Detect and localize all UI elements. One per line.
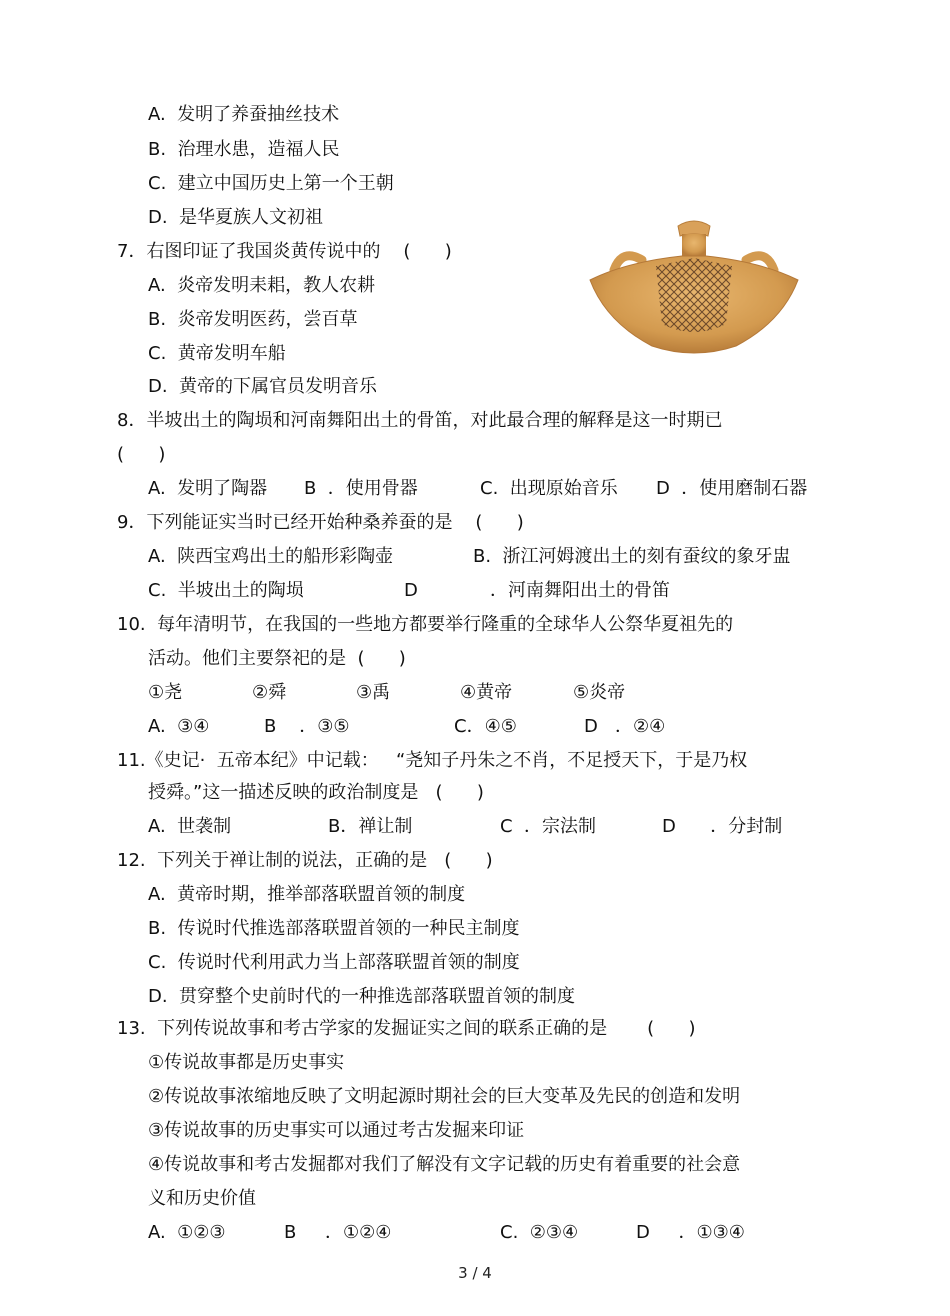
prev-option-c: C. 建立中国历史上第一个王朝 bbox=[148, 173, 394, 194]
q7-option-b: B. 炎帝发明医药，尝百草 bbox=[148, 309, 358, 330]
q13-option-a: A. ①②③ bbox=[148, 1222, 226, 1243]
q13-item-1: ①传说故事都是历史事实 bbox=[148, 1052, 345, 1073]
q8-option-d: D ．使用磨制石器 bbox=[656, 478, 808, 499]
q11-option-c: C ．宗法制 bbox=[500, 816, 597, 837]
q8-option-c: C. 出现原始音乐 bbox=[480, 478, 618, 499]
q9-option-c: C. 半坡出土的陶埙 bbox=[148, 580, 304, 601]
page-number: 3 / 4 bbox=[458, 1264, 492, 1282]
q7-option-c: C. 黄帝发明车船 bbox=[148, 343, 286, 364]
q8-option-a: A. 发明了陶器 bbox=[148, 478, 268, 499]
q11-option-a: A. 世袭制 bbox=[148, 816, 232, 837]
q12-option-d: D. 贯穿整个史前时代的一种推选部落联盟首领的制度 bbox=[148, 986, 576, 1007]
q10-option-d: D ．②④ bbox=[584, 716, 666, 737]
prev-option-a: A. 发明了养蚕抽丝技术 bbox=[148, 104, 340, 125]
q10-option-b: B ．③⑤ bbox=[264, 716, 350, 737]
q10-item-3: ③禹 bbox=[356, 682, 391, 703]
q12-option-b: B. 传说时代推选部落联盟首领的一种民主制度 bbox=[148, 918, 520, 939]
q13-option-b: B ．①②④ bbox=[284, 1222, 392, 1243]
q10-stem-cont: 活动。他们主要祭祀的是 ( ) bbox=[148, 648, 406, 669]
q13-item-4: ④传说故事和考古发掘都对我们了解没有文字记载的历史有着重要的社会意 bbox=[148, 1154, 741, 1175]
q10-item-5: ⑤炎帝 bbox=[573, 682, 626, 703]
q12-option-a: A. 黄帝时期，推举部落联盟首领的制度 bbox=[148, 884, 466, 905]
q7-stem: 7．右图印证了我国炎黄传说中的 ( ) bbox=[117, 241, 452, 262]
q9-option-b: B. 浙江河姆渡出土的刻有蚕纹的象牙盅 bbox=[473, 546, 791, 567]
q11-option-d: D ．分封制 bbox=[662, 816, 783, 837]
q9-option-a: A. 陕西宝鸡出土的船形彩陶壶 bbox=[148, 546, 394, 567]
q12-option-c: C. 传说时代利用武力当上部落联盟首领的制度 bbox=[148, 952, 520, 973]
q8-stem: 8．半坡出土的陶埙和河南舞阳出土的骨笛，对此最合理的解释是这一时期已 bbox=[117, 410, 723, 431]
q12-stem: 12. 下列关于禅让制的说法，正确的是 ( ) bbox=[117, 850, 493, 871]
q7-option-d: D. 黄帝的下属官员发明音乐 bbox=[148, 376, 378, 397]
q10-option-a: A. ③④ bbox=[148, 716, 210, 737]
q13-item-4-cont: 义和历史价值 bbox=[148, 1188, 256, 1209]
q10-option-c: C．④⑤ bbox=[454, 716, 517, 737]
q10-item-2: ②舜 bbox=[252, 682, 287, 703]
q13-stem: 13. 下列传说故事和考古学家的发掘证实之间的联系正确的是 ( ) bbox=[117, 1018, 696, 1039]
q13-item-3: ③传说故事的历史事实可以通过考古发掘来印证 bbox=[148, 1120, 525, 1141]
q10-item-1: ①尧 bbox=[148, 682, 183, 703]
q8-option-b: B ．使用骨器 bbox=[304, 478, 418, 499]
prev-option-d: D. 是华夏族人文初祖 bbox=[148, 207, 324, 228]
q11-option-b: B．禅让制 bbox=[328, 816, 413, 837]
q11-stem-cont: 授舜。”这一描述反映的政治制度是 ( ) bbox=[148, 782, 484, 803]
q9-stem: 9．下列能证实当时已经开始种桑养蚕的是 ( ) bbox=[117, 512, 524, 533]
q13-option-c: C. ②③④ bbox=[500, 1222, 579, 1243]
q9-option-d: ．河南舞阳出土的骨笛 bbox=[490, 580, 670, 601]
q11-stem: 11.《史记· 五帝本纪》中记载： “尧知子丹朱之不肖，不足授天下，于是乃权 bbox=[117, 750, 748, 771]
q10-item-4: ④黄帝 bbox=[460, 682, 513, 703]
q9-option-d-letter: D bbox=[404, 580, 418, 601]
q8-paren: ( ) bbox=[117, 444, 166, 465]
q13-item-2: ②传说故事浓缩地反映了文明起源时期社会的巨大变革及先民的创造和发明 bbox=[148, 1086, 741, 1107]
prev-option-b: B. 治理水患，造福人民 bbox=[148, 139, 340, 160]
q7-option-a: A. 炎帝发明耒耜，教人农耕 bbox=[148, 275, 376, 296]
q10-stem: 10. 每年清明节，在我国的一些地方都要举行隆重的全球华人公祭华夏祖先的 bbox=[117, 614, 734, 635]
painted-pottery-vessel-image bbox=[586, 212, 802, 362]
q13-option-d: D ．①③④ bbox=[636, 1222, 745, 1243]
